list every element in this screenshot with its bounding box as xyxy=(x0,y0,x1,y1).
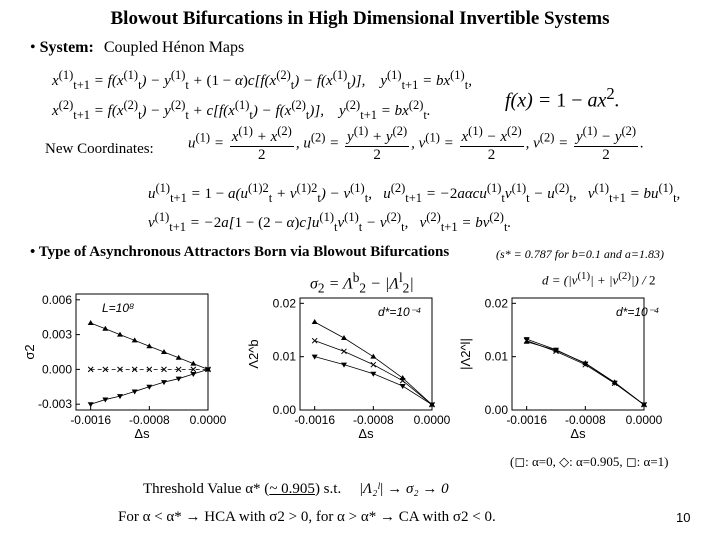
chart-lambda2-l xyxy=(458,296,663,441)
x-axis-label: Δs xyxy=(358,426,374,441)
data-point xyxy=(88,320,94,325)
threshold-suffix: ) s.t. xyxy=(314,481,342,497)
bullet-2-line xyxy=(30,244,449,261)
x-tick-label: -0.0008 xyxy=(564,413,606,427)
y-axis-label: |Λ2^l| xyxy=(458,338,473,370)
system-label: System: xyxy=(39,39,94,56)
plot-annotation: L=10⁸ xyxy=(102,301,135,315)
bullet-icon: • xyxy=(30,39,36,56)
series-line xyxy=(527,342,644,405)
x-tick-label: -0.0016 xyxy=(506,413,548,427)
data-point xyxy=(371,362,376,367)
x-tick-label: -0.0016 xyxy=(294,413,336,427)
x-tick-label: -0.0008 xyxy=(352,413,394,427)
chart-sigma2 xyxy=(22,293,227,441)
threshold-relation: |Λ₂ˡ| → σ₂ → 0 xyxy=(358,481,449,497)
equation-new-1: $u^{(1)}_{t+1} = 1 - a(u^{(1)2}_t + v^{(1)2}_t) - v^{(1)}_t$, $u^{(2)}_{t+1} = -2a\alpha cu^{(1)}_tv^{(1)}_t - u^{(2)}_t$, $v^{(1)}_{t+1} = bu^{(1)}_t$, xyxy=(148,181,681,205)
data-point xyxy=(312,319,318,324)
y-tick-label: 0.02 xyxy=(272,296,296,311)
series-line xyxy=(527,339,644,405)
y-tick-label: 0.02 xyxy=(484,296,508,311)
d-definition: $d = (|v^{(1)}| + |v^{(2)}|) / 2$ xyxy=(542,270,656,288)
charts-area xyxy=(0,282,720,460)
parameter-note: (s* = 0.787 for b=0.1 and a=1.83) xyxy=(496,247,664,261)
y-tick-label: 0.000 xyxy=(41,362,72,377)
plot-frame xyxy=(76,294,208,410)
x-tick-label: -0.0016 xyxy=(70,413,112,427)
new-coordinates-label: New Coordinates: xyxy=(45,141,154,157)
x-tick-label: -0.0008 xyxy=(128,413,170,427)
data-point xyxy=(342,349,347,354)
chart-lambda2-b xyxy=(246,296,451,441)
plot-annotation: d*=10⁻⁴ xyxy=(378,305,422,319)
page-number: 10 xyxy=(676,510,691,525)
x-axis-label: Δs xyxy=(570,426,586,441)
x-axis-label: Δs xyxy=(134,426,150,441)
bullet-2-label: Type of Asynchronous Attractors Born via Blowout Bifurcations xyxy=(38,244,450,260)
y-tick-label: -0.003 xyxy=(37,397,72,412)
data-point xyxy=(312,338,317,343)
plot-annotation: d*=10⁻⁴ xyxy=(616,305,660,319)
data-point xyxy=(370,354,376,359)
system-value: Coupled Hénon Maps xyxy=(103,39,245,56)
series-line xyxy=(527,341,644,405)
y-tick-label: 0.006 xyxy=(41,292,72,307)
series-line xyxy=(315,357,432,405)
y-tick-label: 0.00 xyxy=(484,403,508,417)
x-tick-label: 0.0000 xyxy=(625,413,663,427)
data-point xyxy=(341,335,347,340)
new-coordinates-definitions: $u^{(1)}$ = $\frac{x^{(1)} + x^{(2)}}{2}$ , $u^{(2)}$ = $\frac{y^{(1)} + y^{(2)}}{2}$ , $v^{(1)}$ = $\frac{x^{(1)} - x^{(2)}}{2}$ , $v^{(2)}$ = $\frac{y^{(1)} - y^{(2)}}{2}$ . xyxy=(188,124,644,163)
equation-map-2: $x^{(2)}_{t+1} = f(x^{(2)}_t) - y^{(2)}_t + c[f(x^{(1)}_t) - f(x^{(2)}_t)]$, $y^{(2)}_{t+1} = bx^{(2)}_t$. xyxy=(52,98,431,122)
x-tick-label: 0.0000 xyxy=(413,413,451,427)
equation-f: $f(x) = 1 - ax^2$. xyxy=(505,84,620,112)
data-point xyxy=(88,402,94,407)
threshold-value: ~ 0.905 xyxy=(269,481,315,497)
threshold-prefix: Threshold Value α* ( xyxy=(143,481,270,497)
y-tick-label: 0.01 xyxy=(484,349,508,364)
y-tick-label: 0.01 xyxy=(272,349,296,364)
bullet-icon: • xyxy=(30,244,36,260)
threshold-line xyxy=(143,481,449,498)
data-point xyxy=(400,384,406,389)
final-conclusion: For α < α* → HCA with σ2 > 0, for α > α* → CA with σ2 < 0. xyxy=(118,509,496,525)
y-tick-label: 0.00 xyxy=(272,403,296,417)
equation-new-2: $v^{(1)}_{t+1} = -2a[1 - (2 - \alpha)c]u^{(1)}_tv^{(1)}_t - v^{(2)}_t$, $v^{(2)}_{t+1} = bv^{(2)}_t$. xyxy=(148,210,512,234)
sigma-definition: $\sigma_2 = \Lambda^b_2 - |\Lambda^l_2|$ xyxy=(310,270,414,296)
y-axis-label: σ2 xyxy=(22,344,37,360)
system-line xyxy=(30,39,244,57)
y-axis-label: Λ2^b xyxy=(246,339,261,369)
series-line xyxy=(315,322,432,405)
y-tick-label: 0.003 xyxy=(41,327,72,342)
x-tick-label: 0.0000 xyxy=(189,413,227,427)
equation-map-1: $x^{(1)}_{t+1} = f(x^{(1)}_t) - y^{(1)}_t + (1 - \alpha)c[f(x^{(2)}_t) - f(x^{(1)}_t)]$, $y^{(1)}_{t+1} = bx^{(1)}_t$, xyxy=(52,68,472,92)
slide-title: Blowout Bifurcations in High Dimensional Invertible Systems xyxy=(110,8,610,29)
legend-note: (◻: α=0, ◇: α=0.905, ◻: α=1) xyxy=(510,454,669,469)
